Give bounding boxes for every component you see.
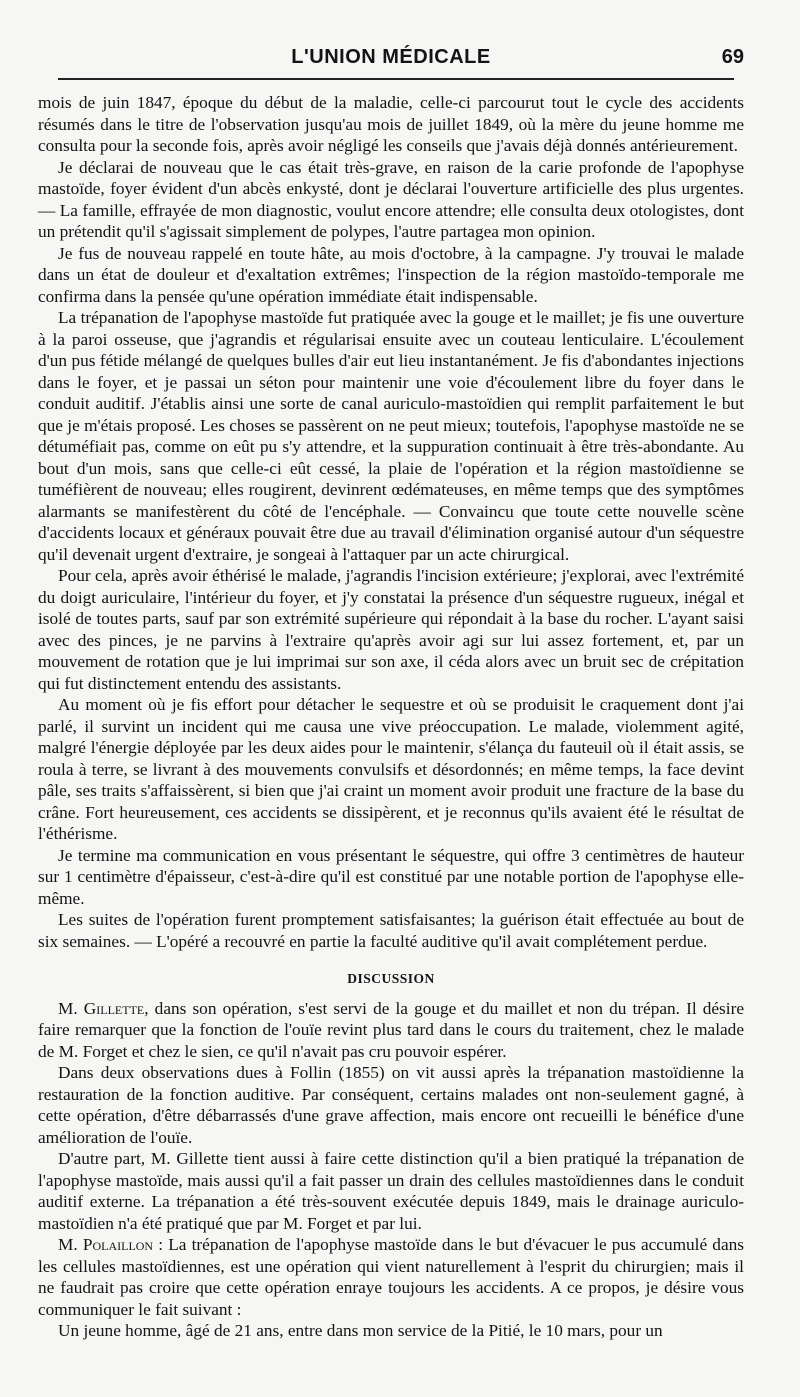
discussion-paragraph — [38, 1148, 744, 1234]
discussion-text: : La trépanation de l'apophyse mastoïde dans le but d'évacuer le pus accumulé dans les cellules mastoïdiennes, est une opération qui vient naturellement à l'esprit du chirurgien; mais il ne faudrait pas croire que cette opération enraye toujours les accidents. A ce propos, je désire vous communiquer le fait suivant : — [38, 1235, 744, 1319]
discussion-paragraph — [38, 998, 744, 1063]
paragraph: Au moment où je fis effort pour détacher le sequestre et où se produisit le craquement dont j'ai parlé, il survint un incident qui me causa une vive préoccupation. Le malade, violemment agité, malgré l'énergie déployée par les deux aides pour le maintenir, s'élança du fauteuil où il était assis, se roula à terre, se livrant à des mouvements convulsifs et désordonnés; en même temps, la face devint pâle, ses traits s'affaissèrent, si bien que j'ai craint un moment avoir produit une fracture de la base du crâne. Fort heureusement, ces accidents se dissipèrent, et je reconnus qu'ils avaient été le résultat de l'éthérisme. — [38, 695, 744, 843]
paragraph: Les suites de l'opération furent promptement satisfaisantes; la guérison était effectuée au bout de six semaines. — L'opéré a recouvré en partie la faculté auditive qu'il avait complétement perdue. — [38, 910, 744, 951]
section-heading: DISCUSSION — [347, 971, 435, 986]
journal-title: L'UNION MÉDICALE — [291, 46, 491, 68]
speaker-name: M. Gillette — [58, 998, 145, 1018]
discussion-text: D'autre part, M. Gillette tient aussi à faire cette distinction qu'il a bien pratiqué la trépanation de l'apophyse mastoïde, mais aussi qu'il a fait passer un drain des cellules mastoïdiennes dans le conduit auditif externe. La trépanation a été très-souvent exécutée depuis 1849, mais le drainage auriculo-mastoïdien n'a été pratiqué que par M. Forget et par lui. — [38, 1149, 744, 1233]
discussion-paragraph — [38, 1320, 744, 1342]
page-number: 69 — [721, 46, 744, 68]
body-text — [38, 92, 744, 1342]
discussion-paragraph — [38, 1234, 744, 1320]
paragraph: Je fus de nouveau rappelé en toute hâte, au mois d'octobre, à la campagne. J'y trouvai le malade dans un état de douleur et d'exaltation extrêmes; l'inspection de la région mastoïdo-temporale me confirma dans la pensée qu'une opération immédiate était indispensable. — [38, 243, 744, 306]
discussion-text: , dans son opération, s'est servi de la gouge et du maillet et non du trépan. Il désire faire remarquer que la fonction de l'ouïe revint plus tard dans le cours du traitement, chez le malade de M. Forget et chez le sien, ce qu'il n'avait pas cru pouvoir espérer. — [38, 998, 744, 1061]
discussion-text: Un jeune homme, âgé de 21 ans, entre dans mon service de la Pitié, le 10 mars, pour un — [58, 1321, 663, 1340]
paragraph: mois de juin 1847, époque du début de la maladie, celle-ci parcourut tout le cycle des accidents résumés dans le titre de l'observation jusqu'au mois de juillet 1849, où la mère du jeune homme me consulta pour la seconde fois, après avoir négligé les conseils que j'avais déjà donnés antérieurement. — [38, 93, 744, 155]
speaker-name: M. Polaillon — [58, 1235, 154, 1254]
paragraph: La trépanation de l'apophyse mastoïde fut pratiquée avec la gouge et le maillet; je fis une ouverture à la paroi osseuse, que j'agrandis et régularisai ensuite avec un couteau lenticulaire. L'écoulement d'un pus fétide mélangé de quelques bulles d'air eut lieu instantanément. Je fis d'abondantes injections dans le foyer, et je passai un séton pour maintenir une voie d'écoulement libre du foyer dans le conduit auditif. J'établis ainsi une sorte de canal auriculo-mastoïdien qui remplit parfaitement le but que je m'étais proposé. Les choses se passèrent on ne peut mieux; toutefois, l'apophyse mastoïde ne se détuméfiait pas, comme on eût pu s'y attendre, et la suppuration continuait à être très-abondante. Au bout d'un mois, sans que celle-ci eût cessé, la plaie de l'opération et la région mastoïdienne se tuméfièrent de nouveau; elles rougirent, devinrent œdémateuses, en même temps que des symptômes alarmants se manifestèrent du côté de l'encéphale. — Convaincu que toute cette nouvelle scène d'accidents locaux et généraux pouvait être due au travail d'élimination organisé autour d'un séquestre qu'il devenait urgent d'extraire, je songeai à l'attaquer par un acte chirurgical. — [38, 308, 744, 564]
paragraph: Je termine ma communication en vous présentant le séquestre, qui offre 3 centimètres de hauteur sur 1 centimètre d'épaisseur, c'est-à-dire qu'il est constitué par une notable portion de l'apophyse elle-même. — [38, 845, 744, 908]
paragraph: Je déclarai de nouveau que le cas était très-grave, en raison de la carie profonde de l'apophyse mastoïde, foyer évident d'un abcès enkysté, dont je déclarai l'ouverture artificielle des plus urgentes. — La famille, effrayée de mon diagnostic, voulut encore attendre; elle consulta deux otologistes, dont un prétendit qu'il s'agissait simplement de polypes, l'autre partagea mon opinion. — [38, 157, 744, 241]
running-head — [38, 0, 744, 72]
discussion-text: Dans deux observations dues à Follin (1855) on vit aussi après la trépanation mastoïdienne la restauration de la fonction auditive. Par conséquent, certains malades ont non-seulement gagné, à cette opération, d'être débarrassés d'une grave affection, mais encore ont recueilli le bénéfice d'une amélioration de l'ouïe. — [38, 1063, 744, 1147]
paragraph: Pour cela, après avoir éthérisé le malade, j'agrandis l'incision extérieure; j'explorai, avec l'extrémité du doigt auriculaire, l'intérieur du foyer, et j'y constatai la présence d'un séquestre rugueux, inégal et isolé de toutes parts, sauf par son extrémité supérieure qui répondait à la base du rocher. L'ayant saisi avec des pinces, je ne parvins à l'extraire qu'après avoir agi sur lui assez fortement, et, par un mouvement de rotation que je lui imprimai sur son axe, il céda alors avec un bruit sec de crépitation qui fut distinctement entendu des assistants. — [38, 566, 744, 693]
discussion-paragraph — [38, 1062, 744, 1148]
header-rule — [58, 78, 734, 80]
